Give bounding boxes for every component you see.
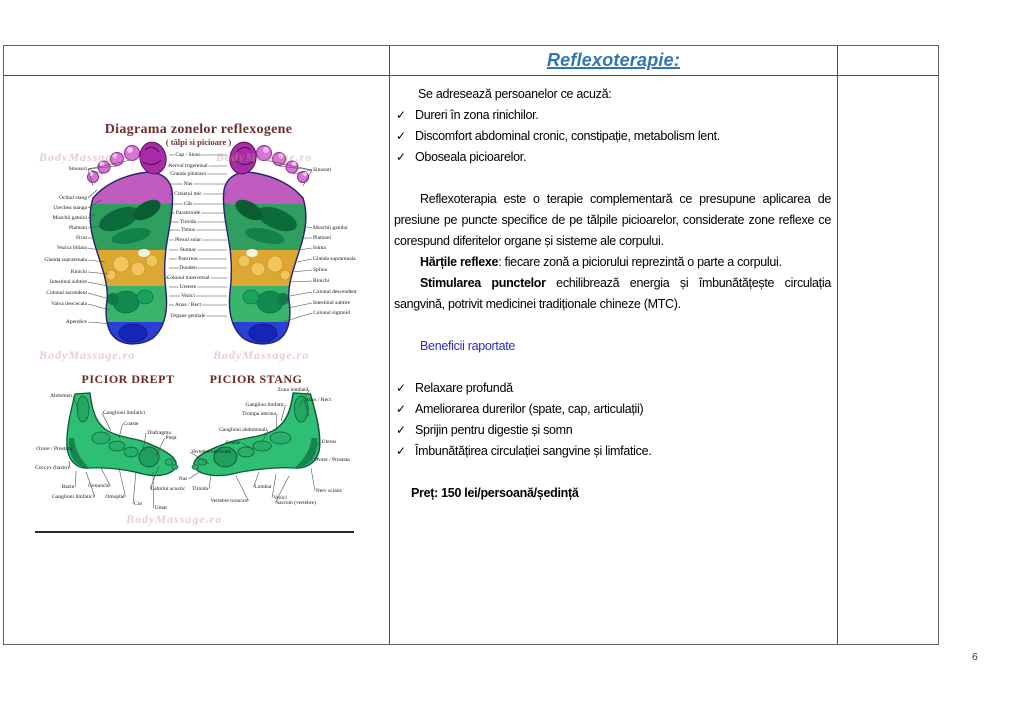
diagram-label: Stomac <box>179 246 197 253</box>
check-icon: ✓ <box>396 402 407 416</box>
diagram-label: Ganglioni abdominali <box>218 426 268 433</box>
paragraph-stimulation: Stimularea punctelor echilibrează energia și îmbunătățește circulația sangvină, potrivit medicinei tradiționale chineze (MTC). <box>394 276 831 311</box>
diagram-label: Pancreas <box>178 255 198 262</box>
diagram-label: Ochiul stang <box>59 194 87 201</box>
diagram-label: Ovare / Prostata <box>36 445 72 452</box>
left-foot-heading: PICIOR STANG <box>209 372 303 386</box>
complaint-item <box>394 147 831 168</box>
check-icon: ✓ <box>396 129 407 143</box>
diagram-label: Organe genitale <box>170 312 206 319</box>
diagram-label: Timus <box>181 226 195 233</box>
paragraph-stimulation-lead: Stimularea punctelor <box>420 276 546 290</box>
benefit-item <box>394 441 831 462</box>
complaint-item <box>394 105 831 126</box>
diagram-label: Vezica biliara <box>56 244 87 251</box>
paragraph-maps-lead: Hărțile reflexe <box>420 255 499 269</box>
diagram-label: Colonul ascendent <box>46 289 87 296</box>
watermark: BodyMassage.ro <box>39 150 136 164</box>
watermark: BodyMassage.ro <box>39 348 136 362</box>
diagram-label: Glanda suprarenala <box>313 255 356 262</box>
diagram-label: Intestinul subtire <box>313 299 351 306</box>
diagram-label: Creierul mic <box>174 190 202 197</box>
diagram-label: Splina <box>313 266 328 273</box>
diagram-label: Nervul trigeminal <box>168 162 208 169</box>
right-foot-heading: PICIOR DREPT <box>81 372 175 386</box>
diagram-label: Vezici <box>273 494 287 501</box>
watermark: BodyMassage.ro <box>126 512 223 526</box>
diagram-subtitle: ( tălpi si picioare ) <box>165 137 232 147</box>
diagram-bottom-rule <box>35 531 354 533</box>
benefit-item <box>394 378 831 399</box>
diagram-label: Muschii gatului <box>52 214 87 221</box>
benefit-item <box>394 420 831 441</box>
benefit-text: Relaxare profundă <box>415 381 513 395</box>
diagram-label: Intestinul subtire <box>49 278 87 285</box>
diagram-label: Ovare / Prostata <box>314 456 350 463</box>
diagram-label: Bazin <box>61 483 75 490</box>
diagram-label: Plamani <box>313 234 332 241</box>
diagram-label: Nerv sciatic <box>315 487 343 494</box>
benefit-text: Ameliorarea durerilor (spate, cap, articulații) <box>415 402 644 416</box>
benefit-text: Îmbunătățirea circulației sangvine și limfatice. <box>415 444 652 458</box>
watermark: BodyMassage.ro <box>216 150 313 164</box>
diagram-label: Glanda suprarenala <box>44 256 87 263</box>
diagram-label: Colonul descendent <box>313 288 357 295</box>
diagram-label: Plamani <box>68 224 87 231</box>
benefit-text: Sprijin pentru digestie și somn <box>415 423 573 437</box>
diagram-label: Ganglioni limfatici <box>102 409 146 416</box>
diagram-label: Inima <box>313 244 326 251</box>
benefit-item <box>394 399 831 420</box>
diagram-label: Tiroida <box>180 218 196 225</box>
diagram-label: Muschii gatului <box>313 224 348 231</box>
diagram-label: Coccyx (bazin) <box>35 464 69 471</box>
diagram-label: Anus / Rect <box>305 396 331 403</box>
check-icon: ✓ <box>396 150 407 164</box>
diagram-label: Cap / Sinus <box>175 151 201 158</box>
check-icon: ✓ <box>396 108 407 122</box>
diagram-label: Vezici <box>181 292 195 299</box>
diagram-label: Coaste <box>123 420 139 427</box>
diagram-label: Colonul sigmoid <box>313 309 350 316</box>
diagram-label: Colonul transversal <box>166 274 210 281</box>
text-cell <box>390 76 837 504</box>
check-icon: ✓ <box>396 444 407 458</box>
diagram-label: Uretere <box>179 283 197 290</box>
diagram-label: Rinichi <box>70 268 87 275</box>
diagram-label: Diafragma <box>147 429 171 436</box>
diagram-label: Ganglion limfatic <box>245 401 285 408</box>
diagram-label: Urechea stanga <box>53 204 87 211</box>
complaint-item <box>394 126 831 147</box>
diagram-label: Uterus <box>321 438 337 445</box>
diagram-label: Ficat <box>76 234 87 241</box>
diagram-label: Duoden <box>179 264 197 271</box>
diagram-label: Sinusuri <box>68 165 87 172</box>
complaint-text: Oboseala picioarelor. <box>415 150 527 164</box>
diagram-label: Genunchi <box>88 482 110 489</box>
diagram-label: Gât <box>184 200 192 207</box>
benefits-heading: Beneficii raportate <box>420 339 516 353</box>
complaint-text: Discomfort abdominal cronic, constipație, metabolism lent. <box>415 129 720 143</box>
diagram-label: Piept <box>165 434 177 441</box>
diagram-label: Tiroida <box>192 485 208 492</box>
diagram-label: Vertebre toracice <box>210 497 248 504</box>
diagram-label: Ganglioni limfatici <box>51 493 95 500</box>
paragraph-description: Reflexoterapia este o terapie complementară ce presupune aplicarea de presiune pe puncte specifice de pe tălpile picioarelor, considerate zone reflexe ce corespund diferitelor organe și sisteme ale corpului. <box>394 192 831 248</box>
diagram-label: Umar <box>154 504 168 511</box>
check-icon: ✓ <box>396 423 407 437</box>
reflexology-diagram <box>31 116 366 541</box>
diagram-label: Apendice <box>65 318 87 325</box>
complaint-text: Dureri în zona rinichilor. <box>415 108 539 122</box>
content-table <box>3 45 939 645</box>
diagram-artwork <box>31 116 366 541</box>
price-line: Preț: 150 lei/persoană/ședință <box>411 486 579 500</box>
intro-line: Se adresează persoanelor ce acuză: <box>418 87 612 101</box>
diagram-label: Glanda pituitara <box>170 170 206 177</box>
diagram-title: Diagrama zonelor reflexogene <box>104 122 293 137</box>
page-title: Reflexoterapie: <box>546 50 681 70</box>
diagram-label: Coaste <box>225 439 241 446</box>
diagram-label: Nas <box>178 475 188 482</box>
diagram-label: Abdomen <box>50 392 72 399</box>
diagram-label: Trompa uterina <box>242 410 276 417</box>
watermark: BodyMassage.ro <box>213 348 310 362</box>
diagram-label: Lombar <box>254 483 272 490</box>
diagram-label: Vertebre cervicale <box>191 448 231 455</box>
page-number: 6 <box>972 651 978 663</box>
diagram-label: Sacrum (vertebre) <box>276 499 316 506</box>
diagram-label: Sinusuri <box>313 166 332 173</box>
diagram-label: Rinichi <box>313 277 330 284</box>
diagram-label: Plexul solar <box>174 236 202 243</box>
table-divider-right <box>837 46 838 644</box>
diagram-label: Zona lombară <box>277 386 309 393</box>
paragraph-maps: Hărțile reflexe: fiecare zonă a piciorului reprezintă o parte a corpului. <box>420 255 782 269</box>
header-cell <box>390 46 837 75</box>
diagram-label: Nas <box>183 180 193 187</box>
diagram-label: Labirint acustic <box>150 485 186 492</box>
check-icon: ✓ <box>396 381 407 395</box>
diagram-label: Paratiroide <box>175 209 201 216</box>
diagram-label: Valva ileocecala <box>51 300 87 307</box>
diagram-label: Cot <box>134 500 142 507</box>
diagram-label: Omoplat <box>105 493 125 500</box>
diagram-label: Anus / Rect <box>175 301 201 308</box>
